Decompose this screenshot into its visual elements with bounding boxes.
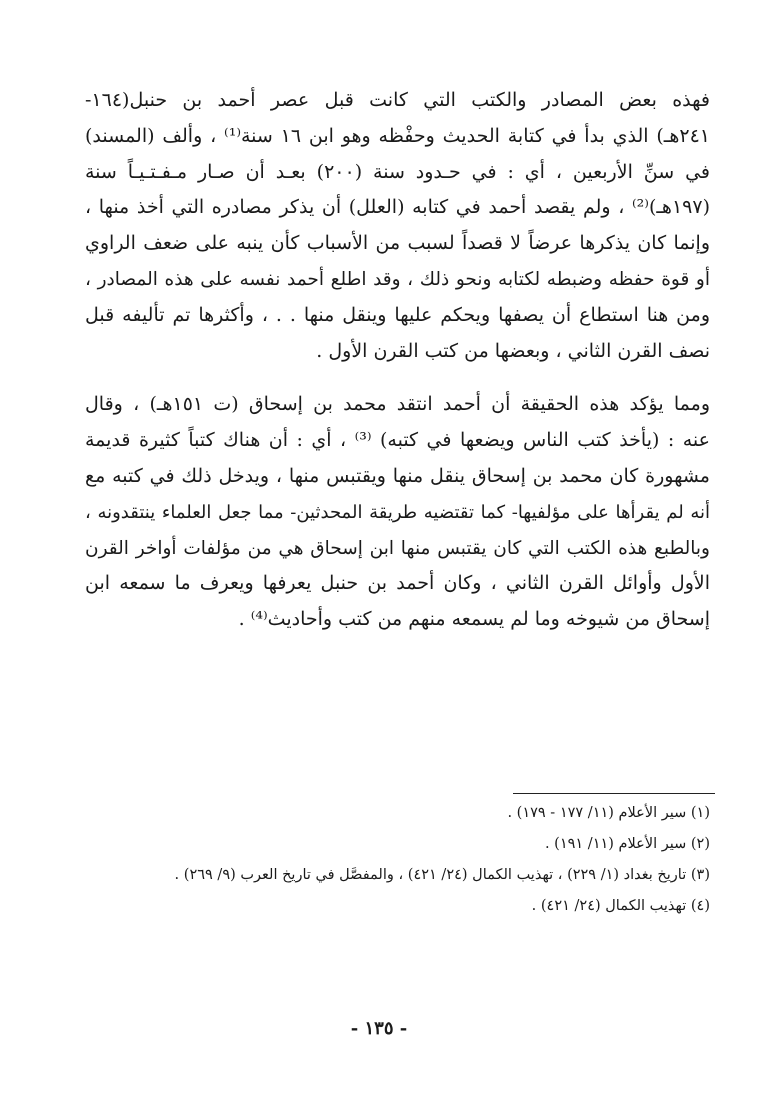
text-line: وبالطبع هذه الكتب التي كان يقتبس منها ابن إسحاق هي من مؤلفات أواخر القرن <box>85 537 710 559</box>
text-line: ومن هنا استطاع أن يصفها ويحكم عليها وينقل منها . . ، وأكثرها تم تأليفه قبل <box>85 303 710 326</box>
text-line: ومما يؤكد هذه الحقيقة أن أحمد انتقد محمد بن إسحاق (ت ١٥١هـ) ، وقال <box>85 393 711 416</box>
text-line: عنه : (يأخذ كتب الناس ويضعها في كتبه) ⁽³⁾ ، أي : أن هناك كتباً كثيرة قديمة <box>85 429 710 452</box>
paragraph-1 <box>85 83 710 369</box>
text-line: أنه لم يقرأها على مؤلفيها- كما تقتضيه طريقة المحدثين- مما جعل العلماء ينتقدونه ، <box>85 501 710 523</box>
footnote-3: (٣) تاريخ بغداد (١/ ٢٢٩) ، تهذيب الكمال (٢٤/ ٤٢١) ، والمفصَّل في تاريخ العرب (٩/ ٢٦٩) . <box>174 867 710 883</box>
text-line: الأول وأوائل القرن الثاني ، وكان أحمد بن حنبل يعرفها ويعرف ما سمعه ابن <box>85 572 710 595</box>
footnote-4: (٤) تهذيب الكمال (٢٤/ ٤٢١) . <box>531 898 710 914</box>
text-line: نصف القرن الثاني ، وبعضها من كتب القرن الأول . <box>316 339 710 362</box>
paragraph-2 <box>85 387 710 638</box>
text-line: إسحاق من شيوخه وما لم يسمعه منهم من كتب وأحاديث⁽⁴⁾ . <box>238 608 710 631</box>
text-line: فهذه بعض المصادر والكتب التي كانت قبل عصر أحمد بن حنبل(١٦٤- <box>85 89 710 111</box>
text-line: أو قوة حفظه وضبطه لكتابه ونحو ذلك ، وقد اطلع أحمد نفسه على هذه المصادر ، <box>85 268 710 290</box>
footnote-2: (٢) سير الأعلام (١١/ ١٩١) . <box>544 836 710 852</box>
footnote-separator <box>513 793 715 794</box>
text-line: (١٩٧هـ)⁽²⁾ ، ولم يقصد أحمد في كتابه (العلل) أن يذكر مصادره التي أخذ منها ، <box>85 196 710 219</box>
footnotes <box>70 798 710 922</box>
text-line: ٢٤١هـ) الذي بدأ في كتابة الحديث وحفْظه وهو ابن ١٦ سنة⁽¹⁾ ، وألف (المسند) <box>85 124 710 147</box>
text-line: مشهورة كان محمد بن إسحاق ينقل منها ويقتبس منها ، ويدخل ذلك في كتبه مع <box>85 464 710 487</box>
footnote-1: (١) سير الأعلام (١١/ ١٧٧ - ١٧٩) . <box>507 805 710 821</box>
text-line: في سنِّ الأربعين ، أي : في حـدود سنة (٢٠٠) بعـد أن صـار مـفـتـيـاً سنة <box>85 160 710 183</box>
main-text <box>85 83 710 638</box>
text-line: وإنما كان يذكرها عرضاً لا قصداً لسبب من الأسباب كأن ينبه على ضعف الراوي <box>85 232 710 255</box>
page-number: - ١٣٥ - <box>350 1018 408 1039</box>
